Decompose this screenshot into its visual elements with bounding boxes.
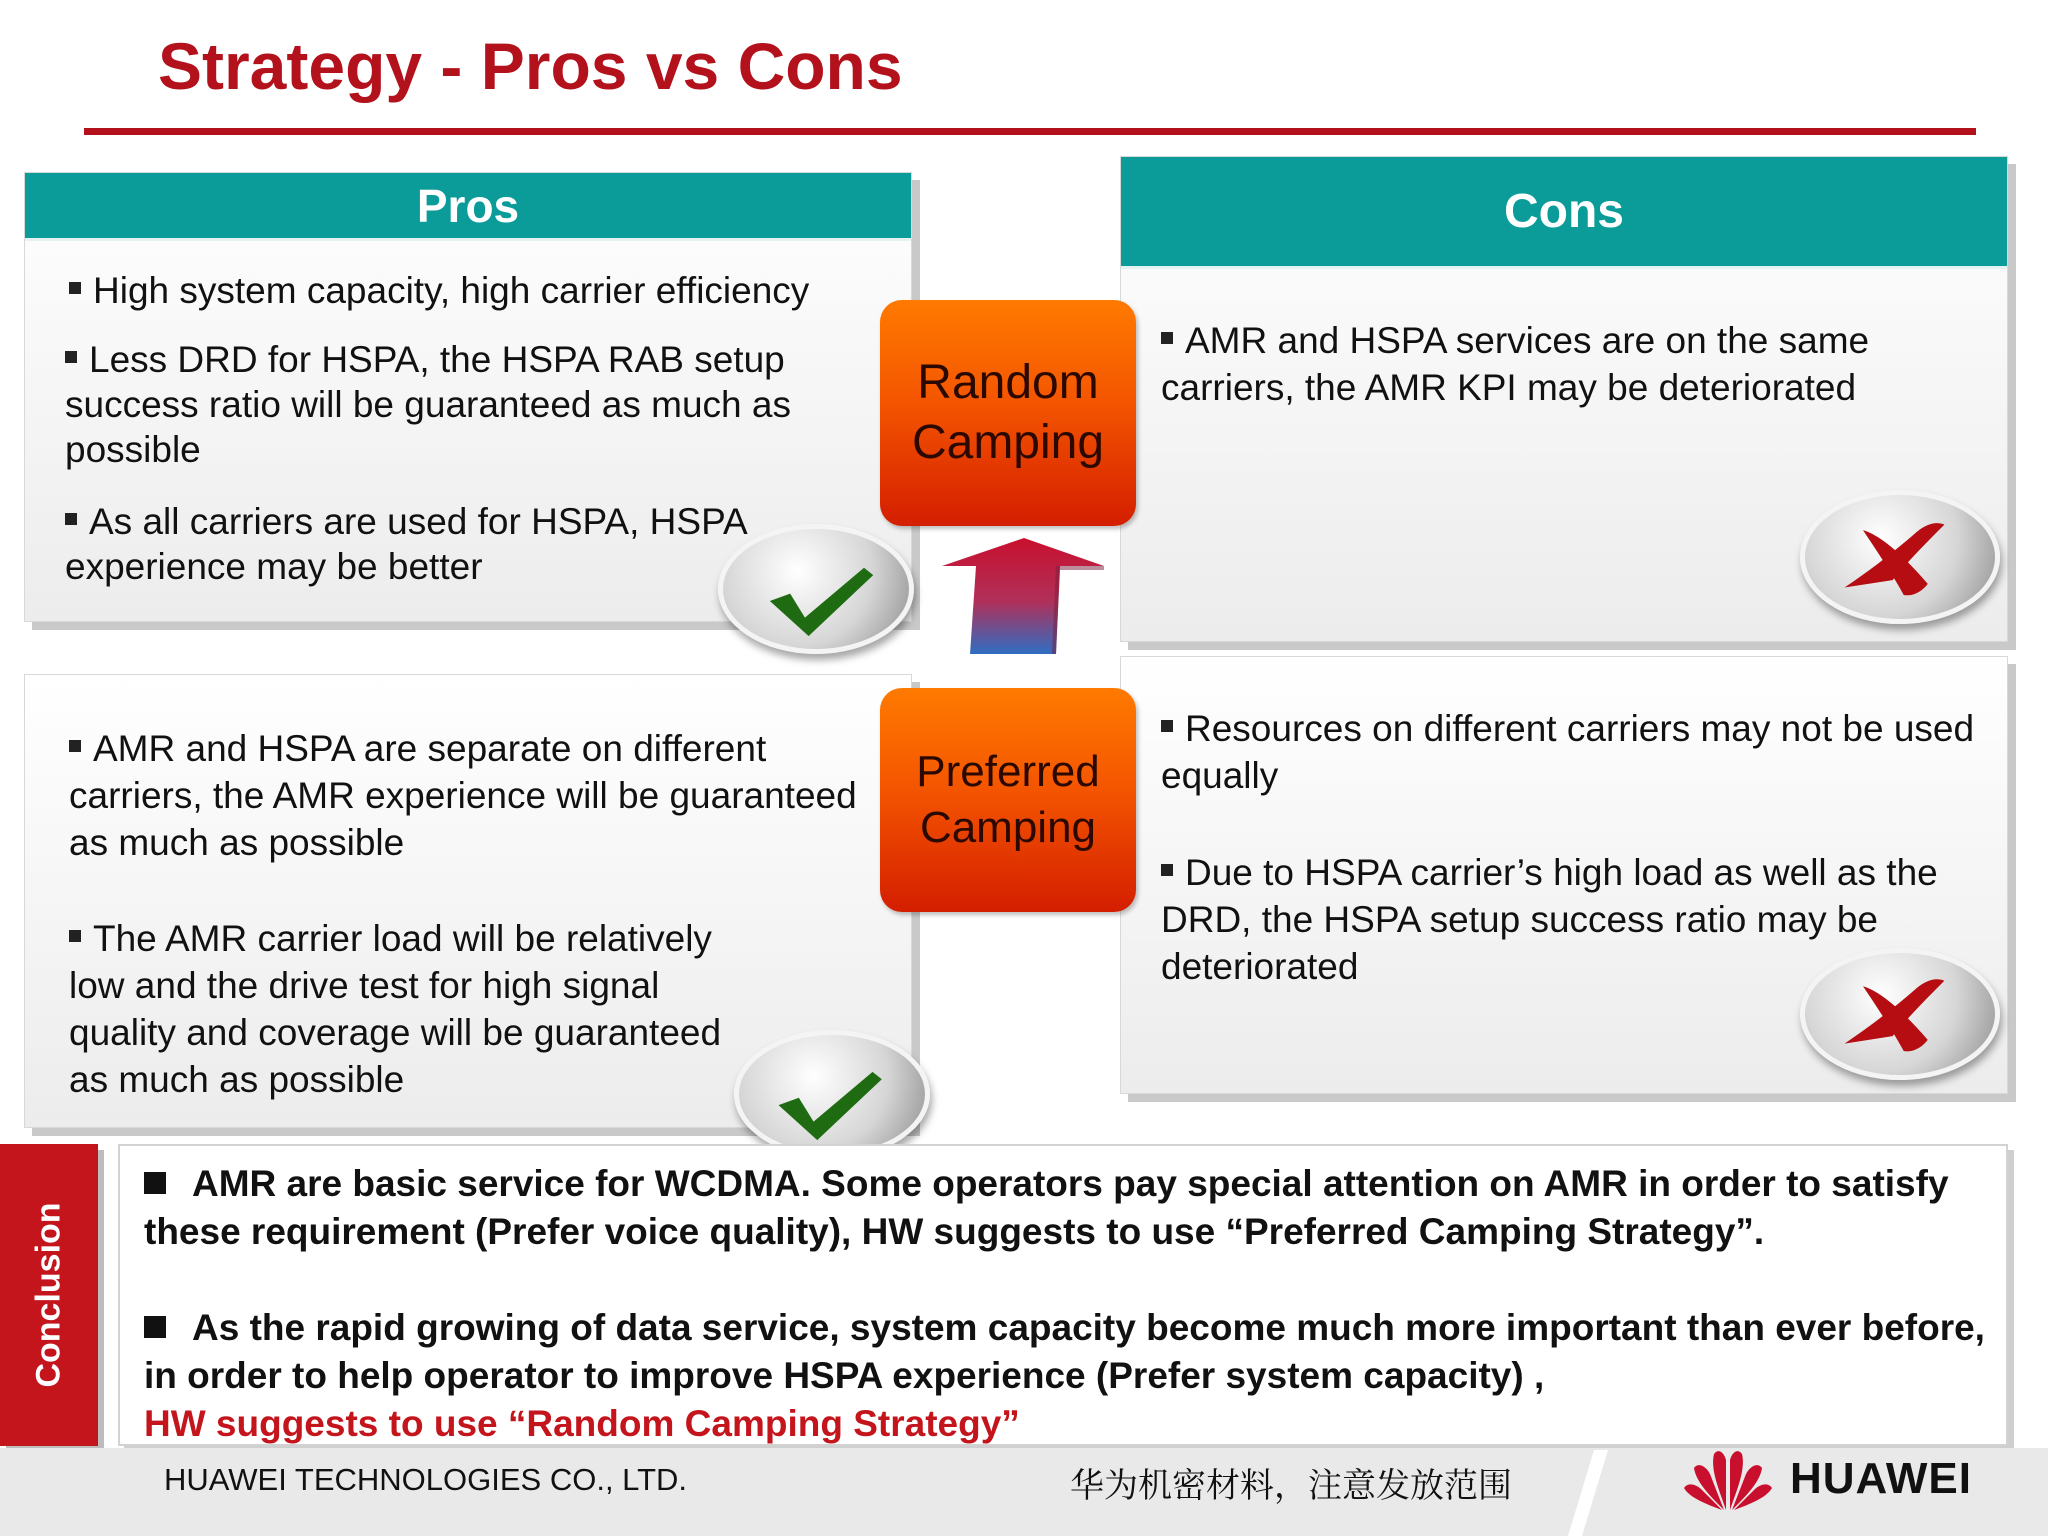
pros-header	[25, 173, 911, 241]
footer-divider	[1568, 1450, 1608, 1536]
title-divider	[84, 128, 1976, 135]
cons-preferred-item-2: Due to HSPA carrier’s high load as well as the DRD, the HSPA setup success ratio may be deteriorated	[1161, 852, 1938, 987]
cons-header-label: Cons	[1504, 185, 1624, 238]
conclusion-point-2: As the rapid growing of data service, system capacity become much more important than ever before, in order to help operator to improve HSPA experience (Prefer system capacity) ,	[144, 1307, 1985, 1396]
random-camping-label-1: Random	[917, 356, 1099, 409]
footer-company: HUAWEI TECHNOLOGIES CO., LTD.	[164, 1462, 688, 1497]
conclusion-recommendation: HW suggests to use “Random Camping Strategy”	[144, 1403, 1020, 1444]
pros-random-item-3: As all carriers are used for HSPA, HSPA experience may be better	[65, 501, 746, 587]
checkmark-icon	[718, 524, 914, 654]
huawei-logo-icon	[1680, 1444, 1776, 1512]
random-camping-label-2: Camping	[911, 416, 1105, 469]
cross-icon	[1800, 948, 2000, 1080]
pros-random-item-1: High system capacity, high carrier efficiency	[69, 267, 889, 314]
preferred-camping-label-2: Camping	[919, 803, 1097, 852]
pros-preferred-item-2: The AMR carrier load will be relatively low and the drive test for high signal quality and coverage will be guaranteed as much as possible	[69, 918, 722, 1100]
huawei-wordmark: HUAWEI	[1790, 1454, 1972, 1503]
cons-random-item-1: AMR and HSPA services are on the same carriers, the AMR KPI may be deteriorated	[1161, 320, 1870, 408]
checkmark-icon	[734, 1030, 930, 1158]
page-title: Strategy - Pros vs Cons	[158, 29, 903, 103]
up-arrow-icon	[940, 536, 1108, 656]
pros-preferred-item-1: AMR and HSPA are separate on different carriers, the AMR experience will be guaranteed as much as possible	[69, 728, 857, 863]
cons-preferred-item-1: Resources on different carriers may not be used equally	[1161, 708, 1975, 796]
random-camping-box	[880, 300, 1136, 526]
conclusion-point-1: AMR are basic service for WCDMA. Some operators pay special attention on AMR in order to satisfy these requirement (Prefer voice quality), HW suggests to use “Preferred Camping Strategy”.	[144, 1163, 1949, 1252]
cons-header	[1121, 157, 2007, 269]
pros-random-item-2: Less DRD for HSPA, the HSPA RAB setup success ratio will be guaranteed as much as possible	[65, 339, 791, 470]
conclusion-box	[118, 1144, 2008, 1446]
footer-confidential: 华为机密材料，注意发放范围	[1070, 1466, 1512, 1506]
pros-header-label: Pros	[416, 179, 520, 232]
conclusion-tab-label: Conclusion	[29, 1202, 68, 1388]
preferred-camping-label-1: Preferred	[916, 747, 1100, 796]
conclusion-tab	[0, 1144, 98, 1446]
preferred-camping-box	[880, 688, 1136, 912]
cross-icon	[1800, 490, 2000, 624]
